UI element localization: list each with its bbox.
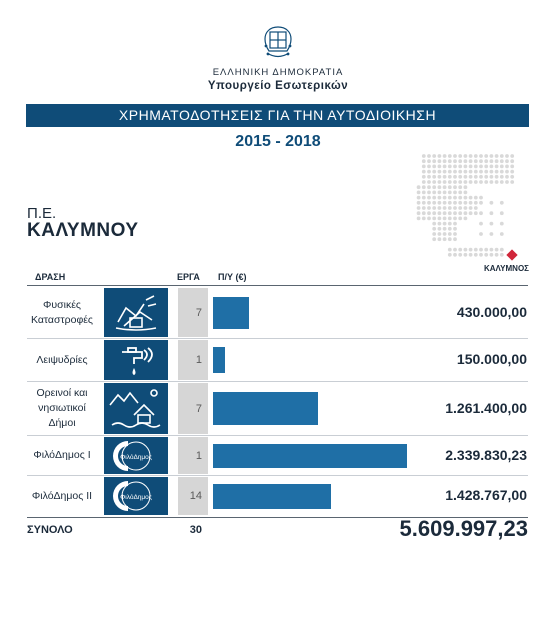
map-dot <box>474 206 478 210</box>
map-dot <box>427 206 431 210</box>
map-dot <box>443 222 447 226</box>
map-dot <box>417 201 421 205</box>
row-action-label: Φυσικές Καταστροφές <box>30 298 93 326</box>
map-dot <box>443 191 447 195</box>
map-dot <box>427 185 431 189</box>
map-dot <box>458 175 462 179</box>
map-dot <box>438 232 442 236</box>
map-dot <box>500 222 504 226</box>
map-dot <box>474 154 478 158</box>
map-dot <box>448 201 452 205</box>
map-dot <box>469 196 473 200</box>
row-works-count: 1 <box>178 340 208 380</box>
map-dot <box>438 201 442 205</box>
map-dot <box>422 196 426 200</box>
map-dot <box>427 175 431 179</box>
map-dot <box>427 191 431 195</box>
greek-coat-of-arms-icon <box>258 24 298 64</box>
map-dot <box>479 154 483 158</box>
map-dot <box>438 217 442 221</box>
map-dot <box>453 222 457 226</box>
filodimos-icon <box>104 437 168 474</box>
period-label: 2015 - 2018 <box>235 133 321 150</box>
map-dot <box>443 232 447 236</box>
map-dot <box>510 180 514 184</box>
filodimos-logo-text: ΦιλόΔημος <box>120 454 152 461</box>
map-dot <box>495 175 499 179</box>
map-dot <box>490 253 494 257</box>
map-dot <box>432 201 436 205</box>
map-dot <box>427 196 431 200</box>
budget-bar <box>213 347 225 373</box>
row-works-count: 7 <box>178 288 208 337</box>
map-dot <box>448 180 452 184</box>
map-dot <box>458 159 462 163</box>
map-dot <box>464 217 468 221</box>
map-dot <box>469 170 473 174</box>
map-dot <box>464 191 468 195</box>
map-dot <box>422 170 426 174</box>
map-dot <box>495 154 499 158</box>
row-action-label: Ορεινοί και νησιωτικοί Δήμοι <box>36 387 88 429</box>
map-dot <box>500 211 504 215</box>
row-divider <box>27 435 528 436</box>
map-dot <box>479 222 483 226</box>
col-header-action: ΔΡΑΣΗ <box>35 272 66 282</box>
map-dot <box>438 222 442 226</box>
map-dot <box>490 159 494 163</box>
map-dot <box>458 180 462 184</box>
map-dot <box>464 253 468 257</box>
filodimos-icon <box>104 477 168 515</box>
map-dot <box>432 165 436 169</box>
map-dot <box>464 170 468 174</box>
map-dot <box>458 165 462 169</box>
region-marker-icon <box>506 249 517 260</box>
map-dot <box>448 227 452 231</box>
greece-dot-map <box>395 150 545 300</box>
map-dot <box>448 196 452 200</box>
map-dot <box>417 217 421 221</box>
map-dot <box>438 227 442 231</box>
map-dot <box>427 154 431 158</box>
row-works-count: 14 <box>178 477 208 515</box>
map-dot <box>495 170 499 174</box>
map-dot <box>438 237 442 241</box>
map-dot <box>458 201 462 205</box>
map-dot <box>505 175 509 179</box>
map-dot <box>505 159 509 163</box>
row-budget-value: 430.000,00 <box>456 304 527 320</box>
map-dot <box>458 185 462 189</box>
map-dot <box>495 165 499 169</box>
map-dot <box>448 222 452 226</box>
ministry-name: Υπουργείο Εσωτερικών <box>207 80 349 92</box>
map-region-label: ΚΑΛΥΜΝΟΣ <box>484 264 529 273</box>
map-dot <box>464 201 468 205</box>
map-dot <box>432 170 436 174</box>
map-dot <box>432 222 436 226</box>
map-dot <box>474 211 478 215</box>
map-dot <box>453 211 457 215</box>
map-dot <box>432 191 436 195</box>
map-dot <box>500 165 504 169</box>
map-dot <box>453 165 457 169</box>
map-dot <box>422 159 426 163</box>
map-dot <box>443 165 447 169</box>
map-dot <box>510 154 514 158</box>
map-dot <box>453 196 457 200</box>
row-action-label: ΦιλόΔημος ΙΙ <box>31 489 93 502</box>
map-dot <box>448 248 452 252</box>
map-dot <box>427 170 431 174</box>
map-dot <box>469 211 473 215</box>
map-dot <box>484 154 488 158</box>
map-dot <box>490 248 494 252</box>
map-dot <box>443 159 447 163</box>
water-tap-icon <box>104 340 168 380</box>
map-dot <box>417 211 421 215</box>
map-dot <box>469 159 473 163</box>
map-dot <box>443 211 447 215</box>
budget-bar <box>213 392 318 425</box>
map-dot <box>500 201 504 205</box>
map-dot <box>417 191 421 195</box>
map-dot <box>479 232 483 236</box>
map-dot <box>464 165 468 169</box>
map-dot <box>453 154 457 158</box>
map-dot <box>458 170 462 174</box>
map-dot <box>422 217 426 221</box>
map-dot <box>479 248 483 252</box>
map-dot <box>479 159 483 163</box>
map-dot <box>432 211 436 215</box>
map-dot <box>453 237 457 241</box>
map-dot <box>448 211 452 215</box>
map-dot <box>458 206 462 210</box>
map-dot <box>453 253 457 257</box>
map-dot <box>469 154 473 158</box>
map-dot <box>505 170 509 174</box>
map-dot <box>443 175 447 179</box>
map-dot <box>443 154 447 158</box>
map-dot <box>510 170 514 174</box>
map-dot <box>448 206 452 210</box>
map-dot <box>469 248 473 252</box>
map-dot <box>495 253 499 257</box>
map-dot <box>432 154 436 158</box>
map-dot <box>443 201 447 205</box>
map-dot <box>505 165 509 169</box>
disaster-icon <box>104 288 168 337</box>
map-dot <box>479 253 483 257</box>
map-dot <box>484 253 488 257</box>
map-dot <box>479 201 483 205</box>
map-dot <box>500 180 504 184</box>
map-dot <box>458 248 462 252</box>
map-dot <box>422 165 426 169</box>
map-dot <box>448 175 452 179</box>
map-dot <box>453 217 457 221</box>
map-dot <box>474 248 478 252</box>
total-label: ΣΥΝΟΛΟ <box>27 524 73 536</box>
map-dot <box>453 185 457 189</box>
map-dot <box>469 165 473 169</box>
mountain-island-icon <box>104 383 168 434</box>
map-dot <box>443 196 447 200</box>
map-dot <box>484 248 488 252</box>
map-dot <box>495 159 499 163</box>
map-dot <box>464 159 468 163</box>
map-dot <box>427 180 431 184</box>
title-banner: ΧΡΗΜΑΤΟΔΟΤΗΣΕΙΣ ΓΙΑ ΤΗΝ ΑΥΤΟΔΙΟΙΚΗΣΗ <box>26 104 529 127</box>
map-dot <box>484 175 488 179</box>
region-name: ΚΑΛΥΜΝΟΥ <box>27 220 139 241</box>
map-dot <box>464 211 468 215</box>
map-dot <box>448 237 452 241</box>
map-dot <box>448 154 452 158</box>
map-dot <box>484 159 488 163</box>
map-dot <box>495 248 499 252</box>
map-dot <box>443 180 447 184</box>
map-dot <box>443 185 447 189</box>
row-budget-value: 1.428.767,00 <box>445 487 527 503</box>
map-dot <box>490 154 494 158</box>
col-header-works: ΕΡΓΑ <box>177 272 200 282</box>
map-dot <box>458 253 462 257</box>
row-works-count: 1 <box>178 437 208 474</box>
map-dot <box>427 217 431 221</box>
map-dot <box>469 201 473 205</box>
map-dot <box>495 180 499 184</box>
map-dot <box>458 191 462 195</box>
map-dot <box>417 185 421 189</box>
map-dot <box>500 170 504 174</box>
map-dot <box>438 159 442 163</box>
map-dot <box>432 196 436 200</box>
map-dot <box>448 232 452 236</box>
map-dot <box>438 196 442 200</box>
map-dot <box>490 222 494 226</box>
map-dot <box>490 175 494 179</box>
map-dot <box>422 154 426 158</box>
map-dot <box>500 175 504 179</box>
map-dot <box>474 201 478 205</box>
map-dot <box>490 180 494 184</box>
map-dot <box>432 237 436 241</box>
map-dot <box>448 217 452 221</box>
map-dot <box>510 159 514 163</box>
map-dot <box>453 206 457 210</box>
map-dot <box>422 211 426 215</box>
map-dot <box>432 159 436 163</box>
filodimos-logo-text: ΦιλόΔημος <box>120 494 152 501</box>
map-dot <box>484 180 488 184</box>
map-dot <box>453 227 457 231</box>
header-divider <box>27 285 528 286</box>
map-dot <box>443 170 447 174</box>
region-prefix: Π.Ε. <box>27 205 57 222</box>
total-budget: 5.609.997,23 <box>399 516 528 541</box>
map-dot <box>417 206 421 210</box>
map-dot <box>448 165 452 169</box>
map-dot <box>490 211 494 215</box>
map-dot <box>500 248 504 252</box>
map-dot <box>438 206 442 210</box>
map-dot <box>469 180 473 184</box>
map-dot <box>432 217 436 221</box>
map-dot <box>432 232 436 236</box>
map-dot <box>453 175 457 179</box>
map-dot <box>453 170 457 174</box>
total-works: 30 <box>189 524 202 536</box>
map-dot <box>510 175 514 179</box>
map-dot <box>464 206 468 210</box>
map-dot <box>432 206 436 210</box>
map-dot <box>443 227 447 231</box>
map-dot <box>438 154 442 158</box>
map-dot <box>422 185 426 189</box>
map-dot <box>490 170 494 174</box>
map-dot <box>464 180 468 184</box>
map-dot <box>427 165 431 169</box>
map-dot <box>422 206 426 210</box>
map-dot <box>438 180 442 184</box>
ministry-line-1: ΕΛΛΗΝΙΚΗ ΔΗΜΟΚΡΑΤΙΑ <box>212 67 344 78</box>
map-dot <box>422 191 426 195</box>
map-dot <box>464 196 468 200</box>
map-dot <box>479 175 483 179</box>
map-dot <box>458 154 462 158</box>
map-dot <box>474 180 478 184</box>
map-dot <box>464 175 468 179</box>
map-dot <box>453 180 457 184</box>
map-dot <box>490 201 494 205</box>
map-dot <box>484 165 488 169</box>
map-dot <box>510 165 514 169</box>
map-dot <box>474 196 478 200</box>
map-dot <box>448 253 452 257</box>
map-dot <box>432 180 436 184</box>
map-dot <box>453 232 457 236</box>
map-dot <box>500 159 504 163</box>
map-dot <box>479 211 483 215</box>
row-works-count: 7 <box>178 383 208 434</box>
map-dot <box>458 217 462 221</box>
map-dot <box>469 206 473 210</box>
map-dot <box>479 170 483 174</box>
map-dot <box>505 180 509 184</box>
map-dot <box>453 248 457 252</box>
map-dot <box>464 248 468 252</box>
budget-bar <box>213 484 331 509</box>
map-dot <box>505 154 509 158</box>
map-dot <box>490 165 494 169</box>
map-dot <box>474 159 478 163</box>
map-dot <box>438 191 442 195</box>
map-dot <box>479 196 483 200</box>
map-dot <box>458 211 462 215</box>
row-action-label: ΦιλόΔημος Ι <box>33 449 91 461</box>
map-dot <box>464 154 468 158</box>
map-dot <box>427 159 431 163</box>
map-dot <box>500 154 504 158</box>
map-dot <box>474 253 478 257</box>
map-dot <box>453 159 457 163</box>
map-dot <box>484 170 488 174</box>
map-dot <box>500 253 504 257</box>
map-dot <box>490 232 494 236</box>
map-dot <box>432 185 436 189</box>
map-dot <box>500 232 504 236</box>
map-dot <box>422 201 426 205</box>
map-dot <box>443 237 447 241</box>
map-dot <box>474 175 478 179</box>
map-dot <box>479 165 483 169</box>
map-dot <box>422 175 426 179</box>
row-budget-value: 2.339.830,23 <box>445 447 527 463</box>
map-dot <box>479 180 483 184</box>
budget-bar <box>213 297 249 329</box>
map-dot <box>438 170 442 174</box>
map-dot <box>438 211 442 215</box>
row-divider <box>27 338 528 339</box>
map-dot <box>474 170 478 174</box>
map-dot <box>453 191 457 195</box>
map-dot <box>443 217 447 221</box>
map-dot <box>474 165 478 169</box>
map-dot <box>458 196 462 200</box>
map-dot <box>432 227 436 231</box>
map-dot <box>438 175 442 179</box>
map-dot <box>438 185 442 189</box>
map-dot <box>443 206 447 210</box>
map-dot <box>464 185 468 189</box>
col-header-budget: Π/Υ (€) <box>218 272 247 282</box>
map-dot <box>448 159 452 163</box>
map-dot <box>427 211 431 215</box>
row-budget-value: 1.261.400,00 <box>445 400 527 416</box>
map-dot <box>469 175 473 179</box>
map-dot <box>422 180 426 184</box>
map-dot <box>448 170 452 174</box>
row-divider <box>27 475 528 476</box>
map-dot <box>448 185 452 189</box>
row-divider <box>27 381 528 382</box>
map-dot <box>432 175 436 179</box>
map-dot <box>469 253 473 257</box>
map-dot <box>453 201 457 205</box>
row-action-label: Λειψυδρίες <box>36 353 88 366</box>
map-dot <box>438 165 442 169</box>
map-dot <box>417 196 421 200</box>
map-dot <box>448 191 452 195</box>
map-dot <box>427 201 431 205</box>
row-budget-value: 150.000,00 <box>456 351 527 367</box>
